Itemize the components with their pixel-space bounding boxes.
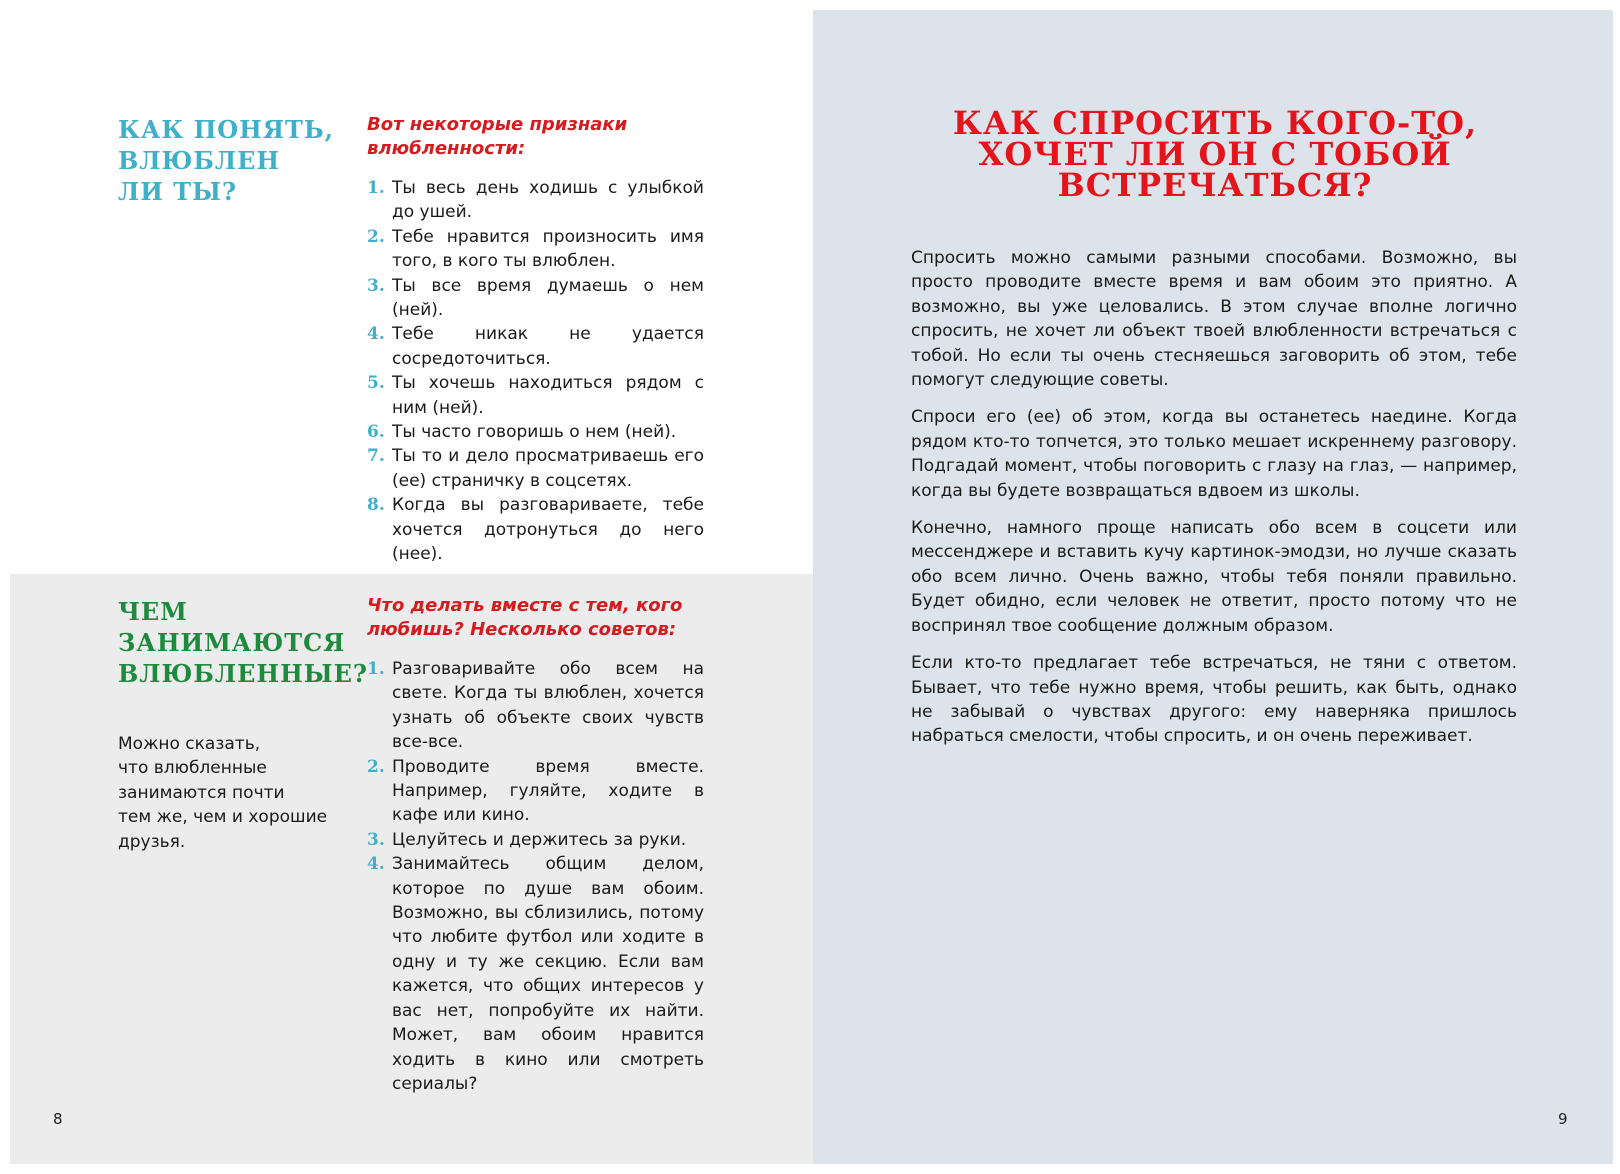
list-item-number: 3.: [367, 829, 385, 850]
list-item-number: 8.: [367, 495, 385, 516]
signs-list: [367, 176, 704, 567]
list-item: [367, 828, 704, 852]
section2-intro-line-2: любишь? Несколько советов:: [367, 619, 677, 640]
list-item: [367, 852, 704, 1096]
list-item: [367, 176, 704, 225]
list-item-text: Ты хочешь находиться рядом с ним (ней).: [392, 373, 704, 418]
right-page-body: [911, 246, 1517, 762]
list-item-number: 3.: [367, 275, 385, 296]
list-item-number: 4.: [367, 854, 385, 875]
list-item: [367, 493, 704, 566]
list-item-text: Тебе никак не удается сосредоточиться.: [392, 324, 704, 369]
section1-heading-line-1: КАК ПОНЯТЬ,: [118, 115, 334, 144]
list-item-text: Ты все время думаешь о нем (ней).: [392, 275, 704, 321]
list-item-number: 4.: [367, 324, 385, 345]
list-item: [367, 225, 704, 274]
list-item-number: 5.: [367, 373, 385, 394]
list-item-text: Проводите время вместе. Например, гуляйте, ходите в кафе или кино.: [392, 756, 704, 826]
page-number-right: 9: [1558, 1110, 1568, 1128]
page-number-left: 8: [53, 1110, 63, 1128]
list-item: [367, 274, 704, 323]
section2-side-text: [118, 732, 358, 854]
tips-list: [367, 657, 704, 1096]
list-item: [367, 371, 704, 420]
section2-heading-line-1: ЧЕМ: [118, 597, 188, 626]
list-item: [367, 657, 704, 755]
list-item: [367, 755, 704, 828]
list-item-number: 1.: [367, 659, 385, 679]
paragraph: Спросить можно самыми разными способами. Возможно, вы просто проводите вместе время и вам обоим это приятно. А возможно, вы уже целовались. В этом случае вполне логично спросить, не хочет ли объект твоей влюбленности встречаться с тобой. Но если ты очень стесняешься заговорить об этом, тебе помогут следующие советы.: [911, 248, 1517, 391]
right-heading-line-1: КАК СПРОСИТЬ КОГО-ТО,: [952, 104, 1478, 142]
side-text-line: что влюбленные: [118, 758, 267, 779]
list-item: [367, 420, 704, 444]
section1-heading: [118, 114, 348, 207]
right-page-heading: [860, 104, 1570, 204]
right-heading-line-3: ВСТРЕЧАТЬСЯ?: [1057, 166, 1373, 204]
paragraph: Конечно, намного проще написать обо всем в соцсети или мессенджере и вставить кучу картинок-эмодзи, но лучше сказать обо всем лично. Очень важно, чтобы тебя поняли правильно. Будет обидно, если человек не ответит, просто потому что не воспринял твое сообщение должным образом.: [911, 518, 1517, 636]
section2-intro-line-1: Что делать вместе с тем, кого: [367, 595, 683, 616]
list-item-text: Ты часто говоришь о нем (ней).: [392, 422, 677, 443]
list-item-text: Занимайтесь общим делом, которое по душе вам обоим. Возможно, вы сблизились, потому что любите футбол или ходите в одну и ту же секцию. Если вам кажется, что общих интересов у вас нет, попробуйте их найти. Может, вам обоим нравится ходить в кино или смотреть сериалы?: [392, 854, 704, 1094]
section1-heading-line-2: ВЛЮБЛЕН: [118, 146, 281, 175]
list-item-number: 2.: [367, 756, 385, 777]
side-text-line: друзья.: [118, 831, 186, 852]
section2-intro: [367, 594, 707, 642]
list-item-text: Когда вы разговариваете, тебе хочется дотронуться до него (нее).: [392, 495, 704, 565]
list-item-text: Тебе нравится произносить имя того, в кого ты влюблен.: [392, 226, 704, 272]
list-item-number: 6.: [367, 422, 385, 443]
section1-intro-line-1: Вот некоторые признаки: [367, 114, 628, 135]
list-item-number: 7.: [367, 446, 385, 467]
section1-intro-line-2: влюбленности:: [367, 138, 526, 159]
list-item-text: Ты то и дело просматриваешь его (ее) страничку в соцсетях.: [392, 446, 704, 491]
list-item-number: 1.: [367, 178, 385, 198]
section2-heading-line-3: ВЛЮБЛЕННЫЕ?: [118, 659, 368, 688]
section1-intro: [367, 113, 707, 161]
list-item-text: Целуйтесь и держитесь за руки.: [392, 829, 687, 850]
list-item: [367, 322, 704, 371]
list-item-number: 2.: [367, 226, 385, 247]
list-item-text: Ты весь день ходишь с улыбкой до ушей.: [392, 178, 704, 223]
side-text-line: Можно сказать,: [118, 734, 261, 754]
side-text-line: тем же, чем и хорошие: [118, 807, 328, 828]
right-heading-line-2: ХОЧЕТ ЛИ ОН С ТОБОЙ: [978, 135, 1452, 173]
section1-heading-line-3: ЛИ ТЫ?: [118, 177, 238, 206]
list-item-text: Разговаривайте обо всем на свете. Когда ты влюблен, хочется узнать об объекте своих чувств все-все.: [392, 659, 704, 753]
paragraph: Если кто-то предлагает тебе встречаться, не тяни с ответом. Бывает, что тебе нужно время, чтобы решить, как быть, однако не забывай о чувствах другого: ему наверняка пришлось набраться смелости, чтобы спросить, и он очень переживает.: [911, 653, 1517, 747]
list-item: [367, 444, 704, 493]
section2-heading-line-2: ЗАНИМАЮТСЯ: [118, 628, 346, 657]
paragraph: Спроси его (ее) об этом, когда вы останетесь наедине. Когда рядом кто-то топчется, это только мешает искреннему разговору. Подгадай момент, чтобы поговорить с глазу на глаз, — например, когда вы будете возвращаться вдвоем из школы.: [911, 407, 1517, 501]
section2-heading: [118, 596, 368, 689]
side-text-line: занимаются почти: [118, 782, 285, 803]
